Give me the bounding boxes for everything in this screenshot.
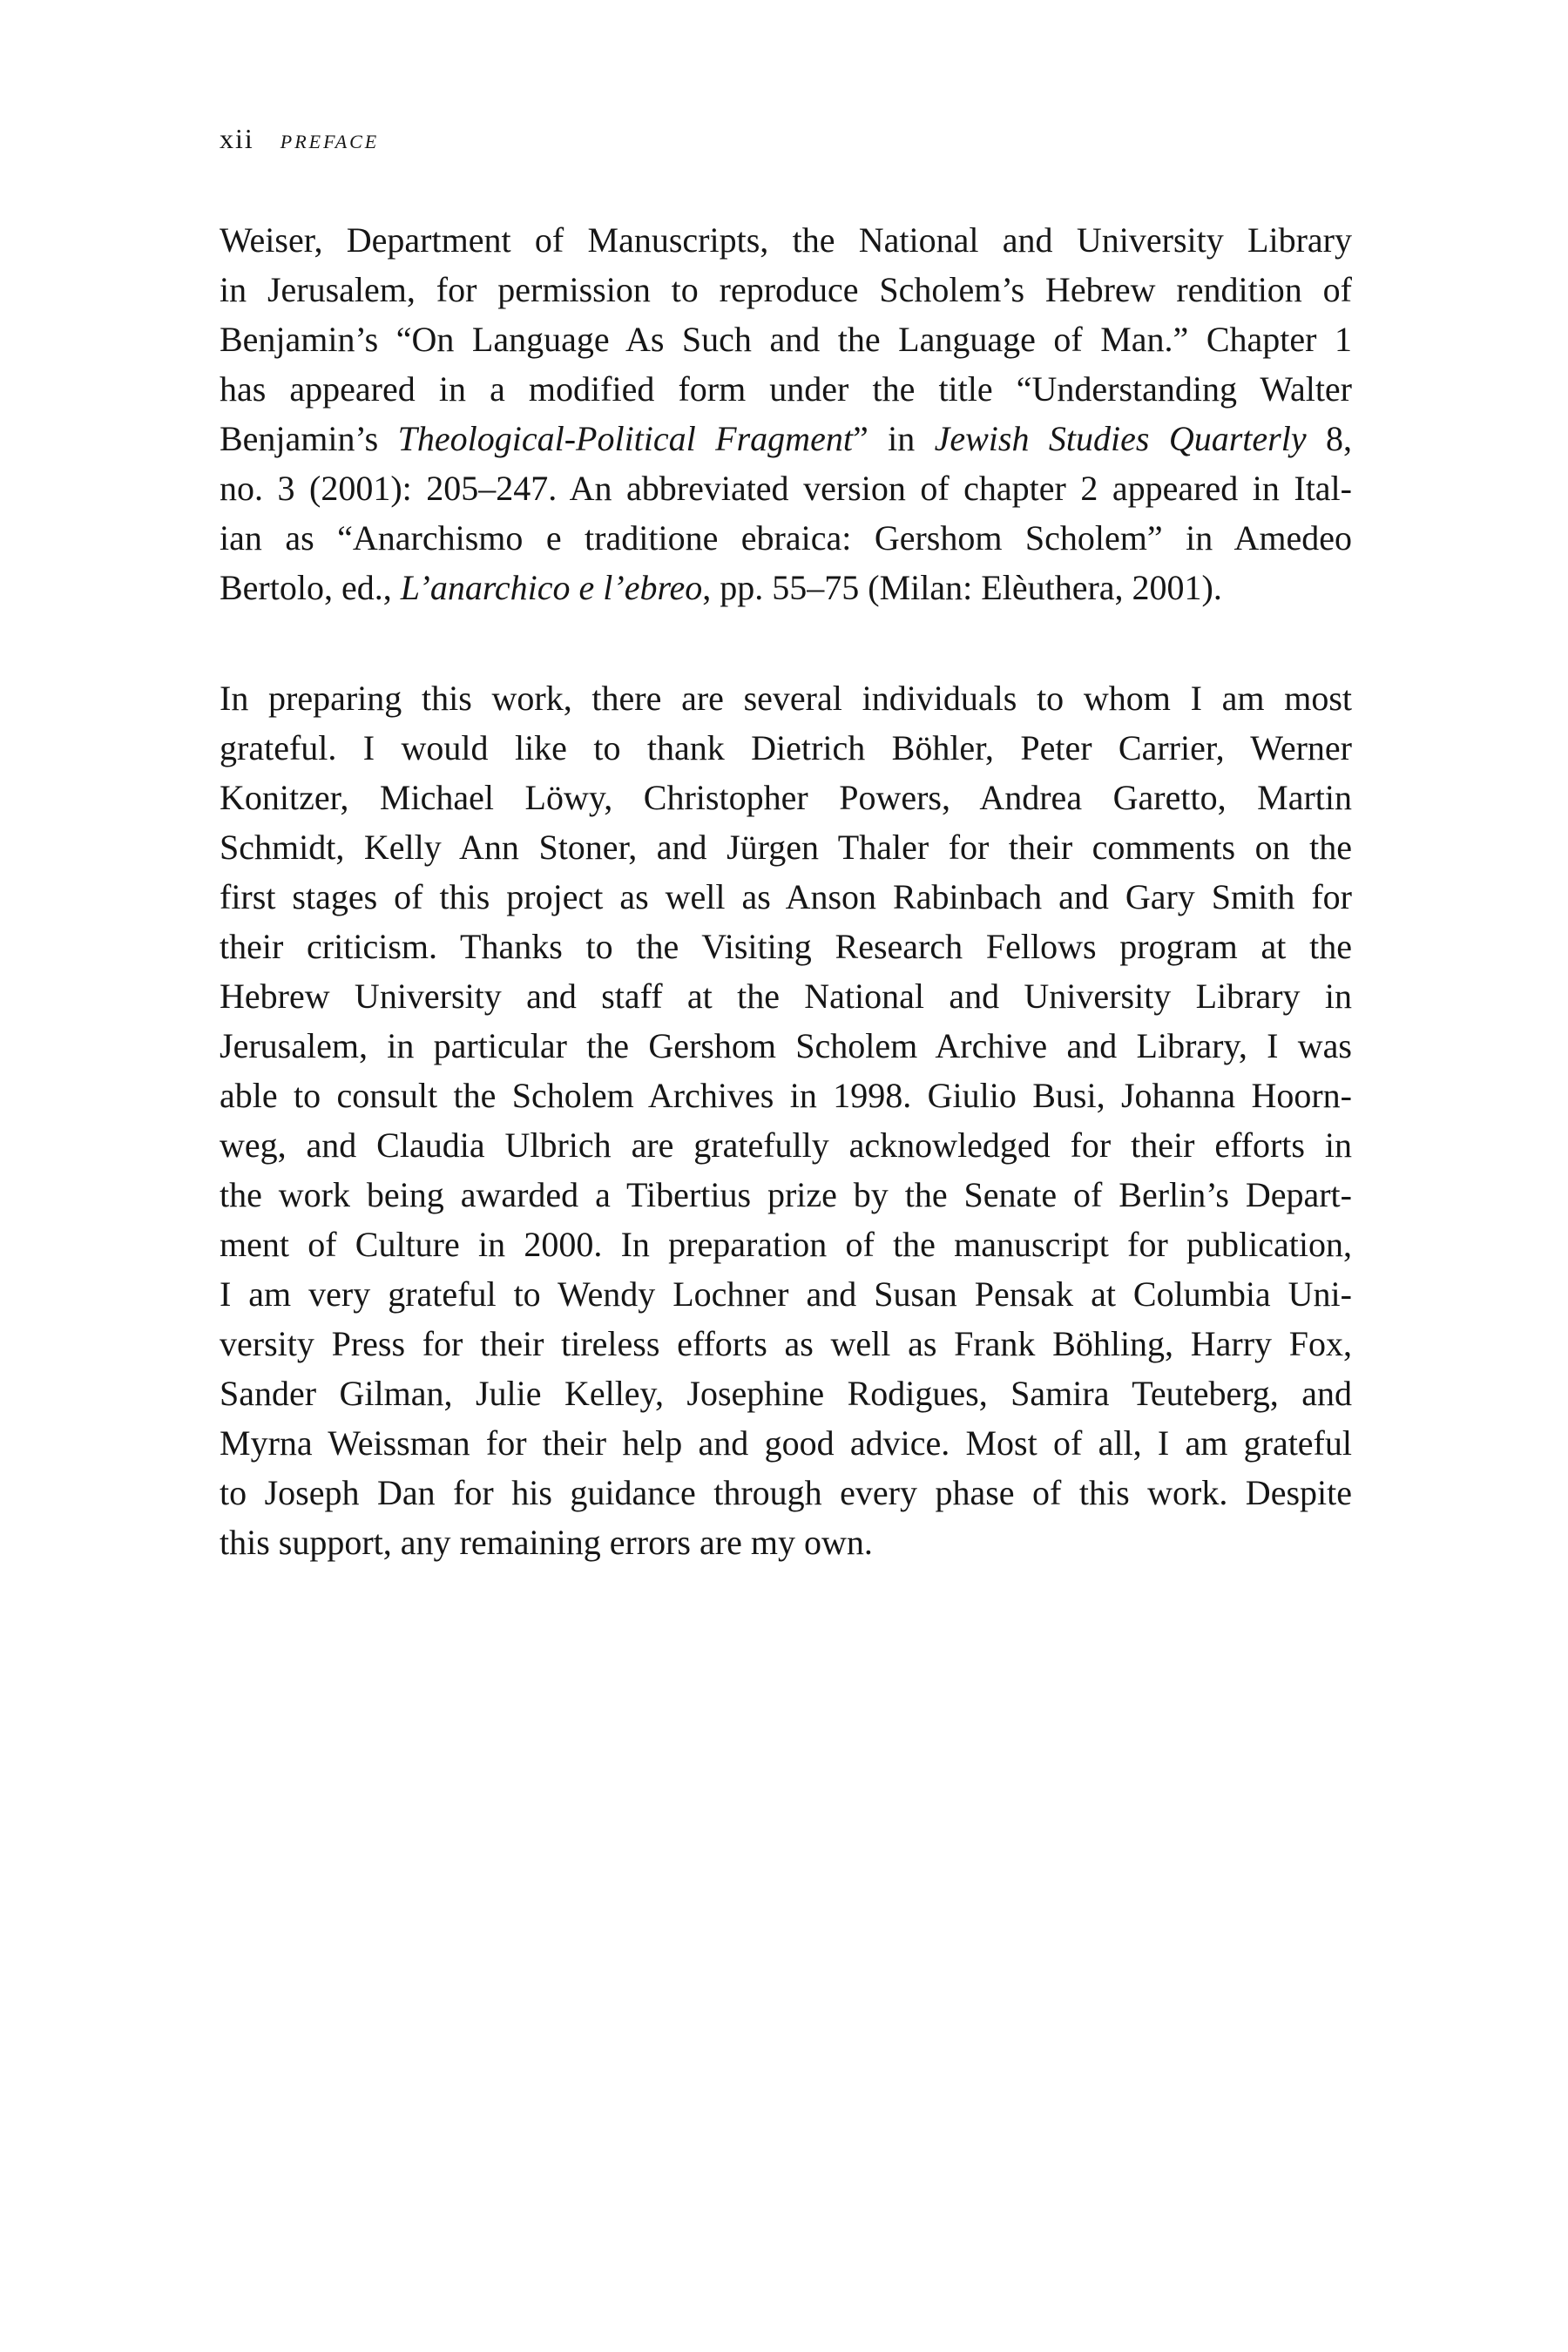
text-line: in Jerusalem, for permission to reproduce Scholem’s Hebrew rendition of (220, 270, 1352, 309)
text-line: to Joseph Dan for his guidance through every phase of this work. Despite (220, 1473, 1352, 1512)
italic-title: Jewish Studies Quarterly (934, 419, 1307, 458)
text-line: versity Press for their tireless efforts as well as Frank Böhling, Harry Fox, (220, 1324, 1352, 1363)
text-line: weg, and Claudia Ulbrich are gratefully acknowledged for their efforts in (220, 1125, 1352, 1165)
text-line: grateful. I would like to thank Dietrich Böhler, Peter Carrier, Werner (220, 728, 1352, 767)
text-line: Jerusalem, in particular the Gershom Scholem Archive and Library, I was (220, 1026, 1352, 1065)
paragraph-acknowledgments-thanks (220, 673, 1352, 1567)
paragraph-acknowledgments-permissions (220, 215, 1352, 612)
text-line: Benjamin’s “On Language As Such and the Language of Man.” Chapter 1 (220, 320, 1352, 359)
text-line: Konitzer, Michael Löwy, Christopher Powers, Andrea Garetto, Martin (220, 778, 1352, 817)
text-line: Bertolo, ed., L’anarchico e l’ebreo, pp. 55–75 (Milan: Elèuthera, 2001). (220, 568, 1222, 607)
text-line: first stages of this project as well as Anson Rabinbach and Gary Smith for (220, 877, 1352, 916)
running-section-title: PREFACE (280, 131, 380, 152)
text-line: able to consult the Scholem Archives in 1998. Giulio Busi, Johanna Hoorn- (220, 1076, 1352, 1115)
running-head (220, 125, 379, 152)
page-number: xii (220, 123, 254, 154)
italic-title: Theological-Political Fragment (397, 419, 853, 458)
text-line: no. 3 (2001): 205–247. An abbreviated version of chapter 2 appeared in Ital- (220, 469, 1352, 508)
text-line: the work being awarded a Tibertius prize by the Senate of Berlin’s Depart- (220, 1175, 1352, 1214)
text-line: Sander Gilman, Julie Kelley, Josephine Rodigues, Samira Teuteberg, and (220, 1374, 1352, 1413)
text-line: Benjamin’s Theological-Political Fragment” in Jewish Studies Quarterly 8, (220, 419, 1352, 458)
text-line: Hebrew University and staff at the National and University Library in (220, 977, 1352, 1016)
text-line: ment of Culture in 2000. In preparation of the manuscript for publication, (220, 1225, 1352, 1264)
italic-title: L’anarchico e l’ebreo (400, 568, 703, 607)
text-line: their criticism. Thanks to the Visiting Research Fellows program at the (220, 927, 1352, 966)
text-line: has appeared in a modified form under the title “Understanding Walter (220, 369, 1352, 409)
text-line: this support, any remaining errors are my own. (220, 1523, 873, 1562)
text-line: In preparing this work, there are several individuals to whom I am most (220, 679, 1352, 718)
text-line: I am very grateful to Wendy Lochner and Susan Pensak at Columbia Uni- (220, 1274, 1352, 1314)
text-line: Weiser, Department of Manuscripts, the National and University Library (220, 220, 1352, 260)
text-line: ian as “Anarchismo e traditione ebraica: Gershom Scholem” in Amedeo (220, 518, 1352, 558)
text-line: Myrna Weissman for their help and good advice. Most of all, I am grateful (220, 1423, 1352, 1463)
text-line: Schmidt, Kelly Ann Stoner, and Jürgen Thaler for their comments on the (220, 828, 1352, 867)
